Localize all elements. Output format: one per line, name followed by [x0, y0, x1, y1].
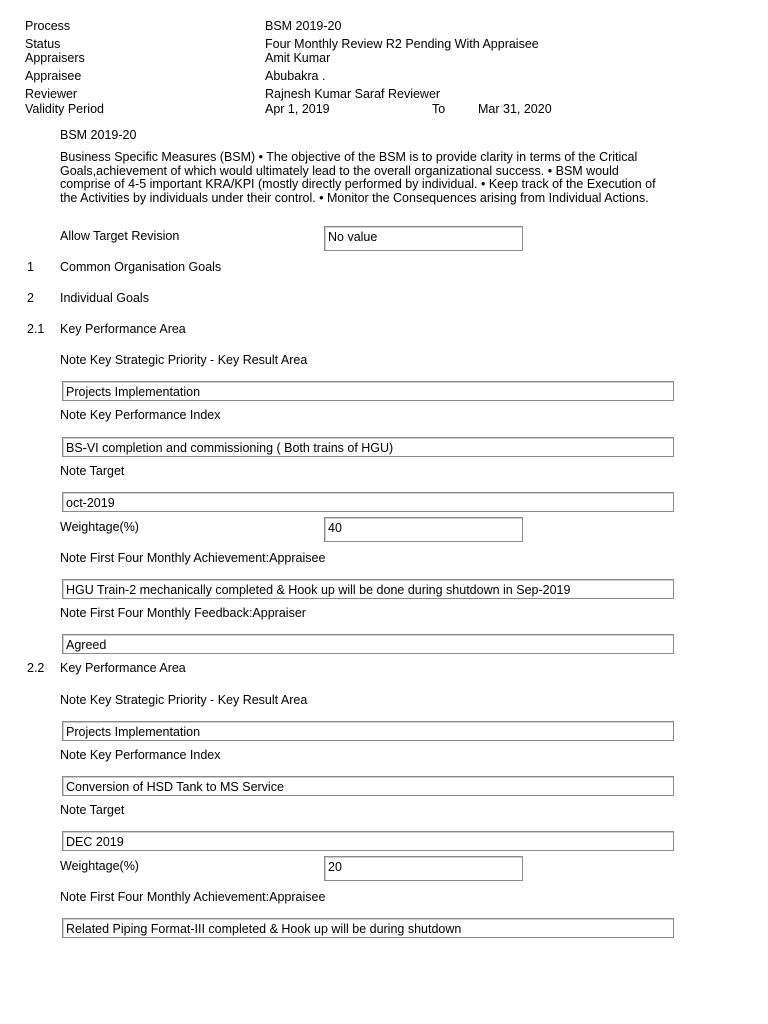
appraisers-value: Amit Kumar: [265, 51, 331, 65]
ksp-label: Note Key Strategic Priority - Key Result Area: [60, 693, 308, 707]
weightage-label: Weightage(%): [60, 520, 139, 534]
allow-target-revision-label: Allow Target Revision: [60, 229, 180, 243]
process-label: Process: [25, 19, 71, 33]
kpi-field[interactable]: Conversion of HSD Tank to MS Service: [62, 776, 674, 796]
section-number: 1: [27, 260, 34, 274]
target-field[interactable]: DEC 2019: [62, 831, 674, 851]
kpi-label: Note Key Performance Index: [60, 408, 221, 422]
kpi-label: Note Key Performance Index: [60, 748, 221, 762]
allow-target-revision-field[interactable]: No value: [324, 226, 523, 251]
target-field[interactable]: oct-2019: [62, 492, 674, 512]
achievement-label: Note First Four Monthly Achievement:Appraisee: [60, 890, 326, 904]
achievement-field[interactable]: HGU Train-2 mechanically completed & Hook up will be done during shutdown in Sep-2019: [62, 579, 674, 599]
validity-period-label: Validity Period: [25, 102, 104, 116]
section-number: 2: [27, 291, 34, 305]
achievement-label: Note First Four Monthly Achievement:Appraisee: [60, 551, 326, 565]
ksp-label: Note Key Strategic Priority - Key Result Area: [60, 353, 308, 367]
weightage-label: Weightage(%): [60, 859, 139, 873]
status-label: Status: [25, 37, 61, 51]
achievement-field[interactable]: Related Piping Format-III completed & Hook up will be during shutdown: [62, 918, 674, 938]
process-value: BSM 2019-20: [265, 19, 342, 33]
target-label: Note Target: [60, 464, 125, 478]
ksp-field[interactable]: Projects Implementation: [62, 721, 674, 741]
reviewer-label: Reviewer: [25, 87, 78, 101]
status-value: Four Monthly Review R2 Pending With Appraisee: [265, 37, 539, 51]
validity-from: Apr 1, 2019: [265, 102, 330, 116]
section-common-organisation-goals: Common Organisation Goals: [60, 260, 222, 274]
weightage-field[interactable]: 20: [324, 856, 523, 881]
bsm-title: BSM 2019-20: [60, 128, 137, 142]
validity-to: Mar 31, 2020: [478, 102, 552, 116]
appraisee-label: Appraisee: [25, 69, 82, 83]
reviewer-value: Rajnesh Kumar Saraf Reviewer: [265, 87, 441, 101]
kpa-title: Key Performance Area: [60, 322, 186, 336]
feedback-field[interactable]: Agreed: [62, 634, 674, 654]
section-individual-goals: Individual Goals: [60, 291, 149, 305]
kpa-number: 2.2: [27, 661, 45, 675]
kpa-number: 2.1: [27, 322, 45, 336]
bsm-description: Business Specific Measures (BSM) • The objective of the BSM is to provide clarity in terms of the Critical Goals,achievement of which would ultimately lead to the overall organizational success. • BSM would comprise of 4-5 important KRA/KPI (mostly directly performed by individual. • Keep track of the Execution of the Activities by individuals under their control. • Monitor the Consequences arising from Individual Actions.: [60, 150, 656, 205]
kpa-title: Key Performance Area: [60, 661, 186, 675]
appraisers-label: Appraisers: [25, 51, 85, 65]
appraisee-value: Abubakra .: [265, 69, 326, 83]
feedback-label: Note First Four Monthly Feedback:Appraiser: [60, 606, 306, 620]
ksp-field[interactable]: Projects Implementation: [62, 381, 674, 401]
target-label: Note Target: [60, 803, 125, 817]
weightage-field[interactable]: 40: [324, 517, 523, 542]
kpi-field[interactable]: BS-VI completion and commissioning ( Both trains of HGU): [62, 437, 674, 457]
validity-to-label: To: [432, 102, 446, 116]
